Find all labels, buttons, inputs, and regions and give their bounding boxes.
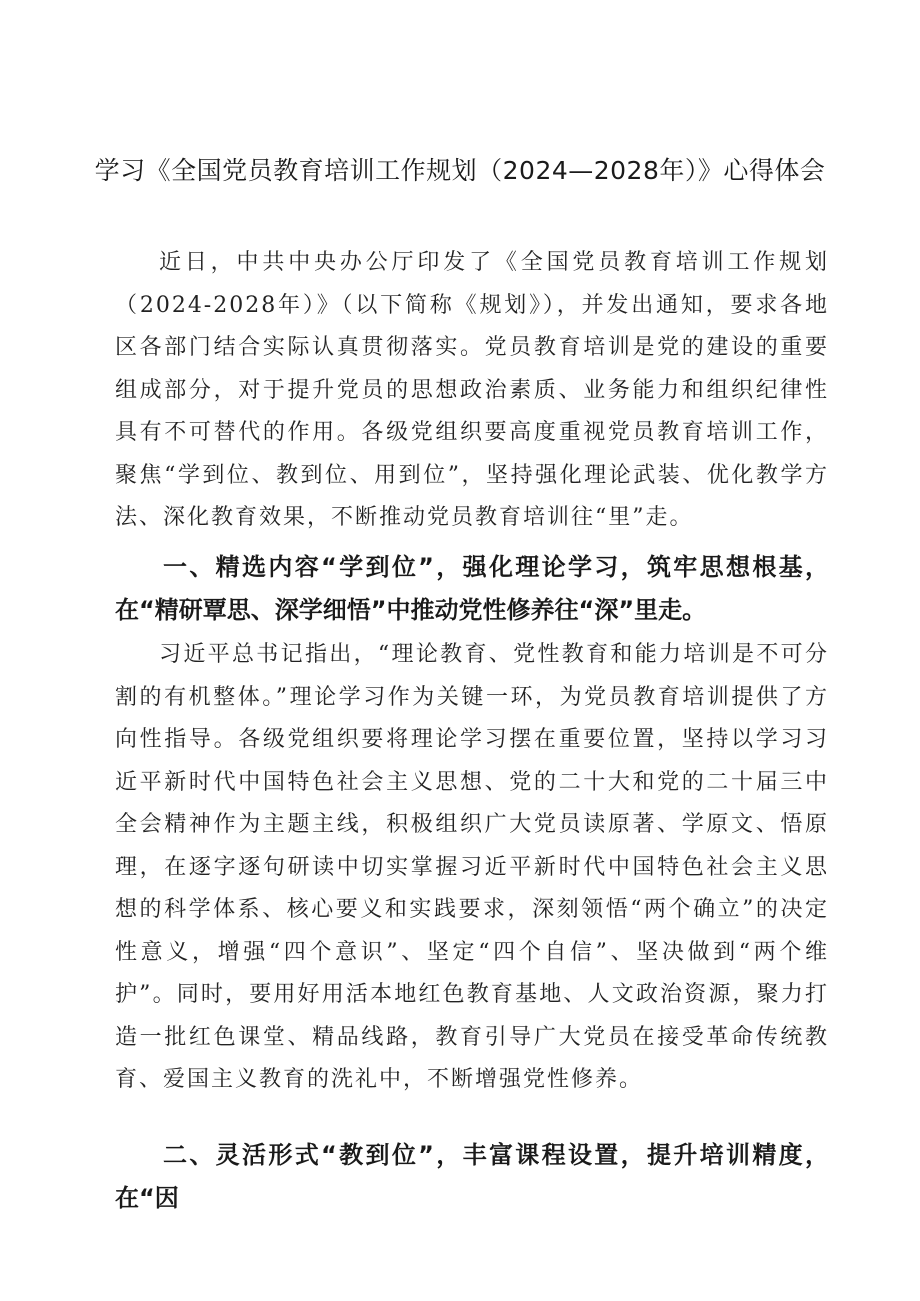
intro-paragraph: 近日，中共中央办公厅印发了《全国党员教育培训工作规划（2024-2028年）》（以下简称《规划》），并发出通知，要求各地区各部门结合实际认真贯彻落实。党员教育培训是党的建设的重要组成部分，对于提升党员的思想政治素质、业务能力和组织纪律性具有不可替代的作用。各级党组织要高度重视党员教育培训工作，聚焦“学到位、教到位、用到位”，坚持强化理论武装、优化教学方法、深化教育效果，不断推动党员教育培训往“里”走。 (115, 250, 829, 530)
section-1-heading: 一、精选内容“学到位”，强化理论学习，筑牢思想根基，在“精研覃思、深学细悟”中推动党性修养往“深”里走。 (115, 553, 829, 624)
document-title: 学习《全国党员教育培训工作规划（2024—2028年）》心得体会 (94, 156, 826, 185)
section-1-paragraph: 习近平总书记指出，“理论教育、党性教育和能力培训是不可分割的有机整体。”理论学习作为关键一环，为党员教育培训提供了方向性指导。各级党组织要将理论学习摆在重要位置，坚持以学习习近平新时代中国特色社会主义思想、党的二十大和党的二十届三中全会精神作为主题主线，积极组织广大党员读原著、学原文、悟原理，在逐字逐句研读中切实掌握习近平新时代中国特色社会主义思想的科学体系、核心要义和实践要求，深刻领悟“两个确立”的决定性意义，增强“四个意识”、坚定“四个自信”、坚决做到“两个维护”。同时，要用好用活本地红色教育基地、人文政治资源，聚力打造一批红色课堂、精品线路，教育引导广大党员在接受革命传统教育、爱国主义教育的洗礼中，不断增强党性修养。 (115, 642, 829, 1092)
section-2-heading: 二、灵活形式“教到位”，丰富课程设置，提升培训精度，在“因 (115, 1141, 829, 1212)
